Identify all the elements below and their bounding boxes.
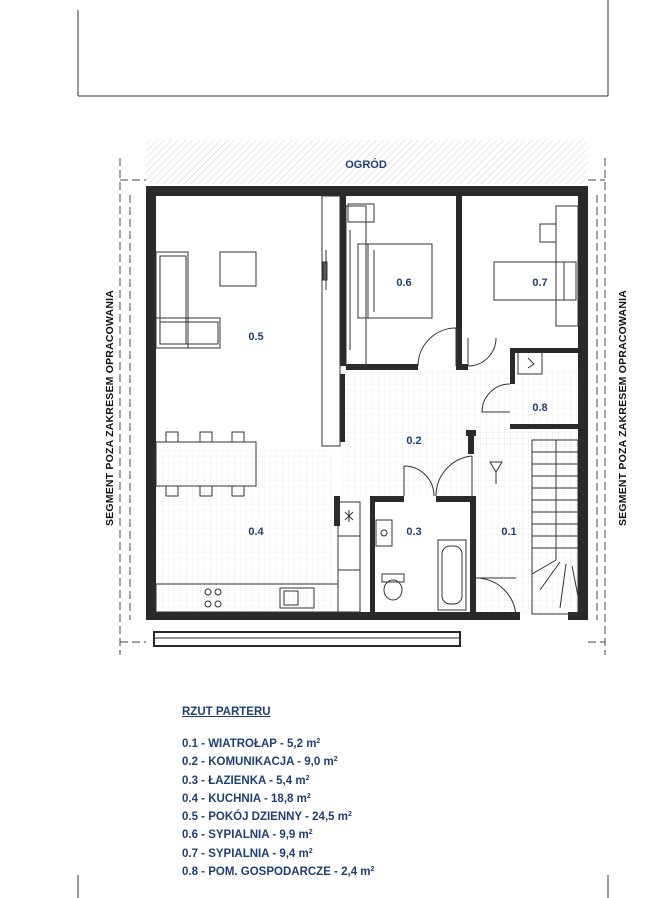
legend-item-04: 0.4 - KUCHNIA - 18,8 $m^2$ (182, 792, 311, 805)
legend-item-05: 0.5 - POKÓJ DZIENNY - 24,5 $m^2$ (182, 811, 352, 824)
room-label-02: 0.2 (406, 435, 422, 447)
room-label-08: 0.8 (532, 402, 548, 414)
chair-icon (348, 204, 374, 222)
coffee-table-icon (220, 252, 256, 286)
legend-item-06: 0.6 - SYPIALNIA - 9,9 $m^2$ (182, 829, 313, 842)
legend-title: RZUT PARTERU (182, 706, 271, 718)
room-label-03: 0.3 (406, 526, 422, 538)
side-label-right: SEGMENT POZA ZAKRESEM OPRACOWANIA (617, 289, 629, 527)
sink-icon (376, 520, 392, 546)
garden-label: OGRÓD (345, 159, 387, 171)
room-label-07: 0.7 (532, 277, 548, 289)
room-label-01: 0.1 (501, 526, 517, 538)
sofa-icon (156, 252, 220, 348)
legend-item-03: 0.3 - ŁAZIENKA - 5,4 $m^2$ (182, 774, 310, 787)
room-label-06: 0.6 (396, 277, 412, 289)
room-label-05: 0.5 (248, 331, 264, 343)
floor-tiles-kitchen (156, 450, 334, 614)
bed-icon-2 (494, 206, 578, 326)
floor-tiles-hall (342, 450, 476, 496)
bathtub-icon (438, 540, 466, 610)
bed-icon (346, 206, 432, 366)
legend-item-02: 0.2 - KOMUNIKACJA - 9,0 $m^2$ (182, 756, 338, 769)
toilet-icon (382, 574, 404, 600)
legend-item-01: 0.1 - WIATROŁAP - 5,2 $m^2$ (182, 738, 321, 750)
wardrobe-icon (322, 196, 340, 446)
room-label-04: 0.4 (248, 526, 264, 538)
area-legend (182, 706, 374, 880)
legend-item-08: 0.8 - POM. GOSPODARCZE - 2,4 $m^2$ (182, 866, 375, 879)
legend-item-07: 0.7 - SYPIALNIA - 9,4 $m^2$ (182, 847, 313, 860)
side-label-left: SEGMENT POZA ZAKRESEM OPRACOWANIA (104, 289, 116, 527)
